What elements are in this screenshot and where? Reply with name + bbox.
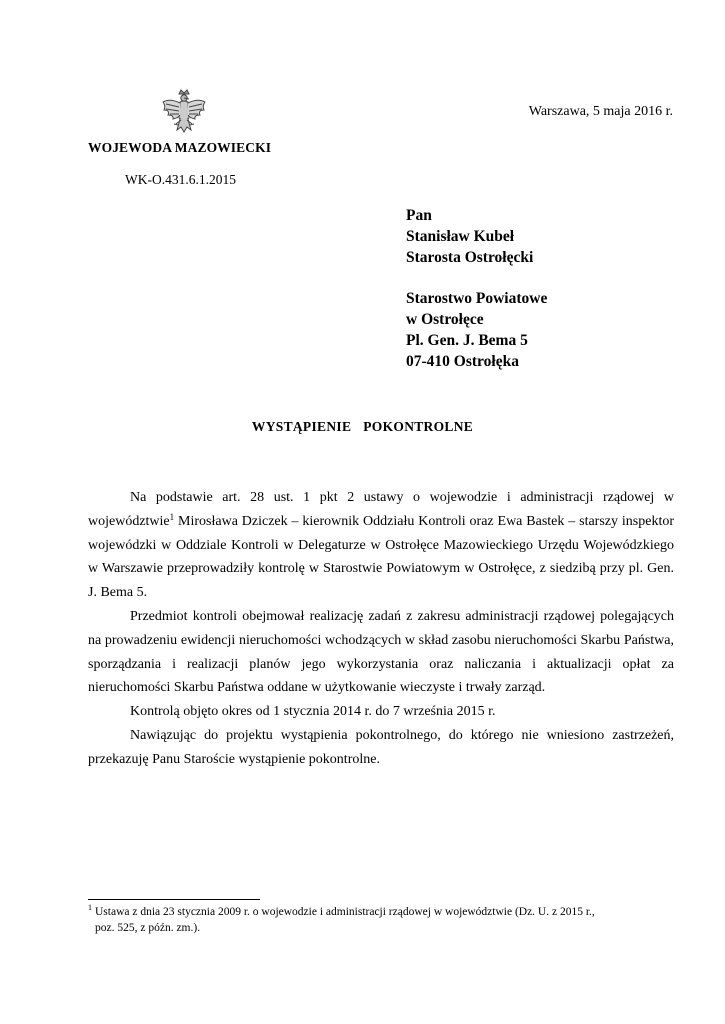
recipient-name: Stanisław Kubeł xyxy=(406,228,515,245)
heading-word-1: WYSTĄPIENIE xyxy=(251,419,352,434)
paragraph-4: Nawiązując do projektu wystąpienia pokontrolnego, do którego nie wniesiono zastrzeżeń, przekazuję Panu Staroście wystąpienie pokontrolne. xyxy=(88,727,674,767)
paragraph-1-rest: Mirosława Dziczek – kierownik Oddziału Kontroli oraz Ewa Bastek – starszy inspektor wojewódzki w Oddziale Kontroli w Delegaturze w Ostrołęce Mazowieckiego Urzędu Wojewódzkiego w Warszawie przeprowadziły kontrolę w Starostwie Powiatowym w Ostrołęce, z siedzibą przy pl. Gen. J. Bema 5. xyxy=(88,513,674,601)
document-body xyxy=(88,486,674,772)
footnote-line-2: poz. 525, z późn. zm.). xyxy=(95,922,201,934)
document-date: Warszawa, 5 maja 2016 r. xyxy=(528,104,673,119)
recipient-postal: 07-410 Ostrołęka xyxy=(406,353,519,370)
issuer-name: WOJEWODA MAZOWIECKI xyxy=(88,140,272,155)
footnote-text-1: Ustawa z dnia 23 stycznia 2009 r. o wojewodzie i administracji rządowej w województwie (Dz. U. z 2015 r., xyxy=(95,906,595,918)
paragraph-3: Kontrolą objęto okres od 1 stycznia 2014 r. do 7 września 2015 r. xyxy=(130,704,496,720)
recipient-address-block xyxy=(406,205,547,372)
reference-number: WK-O.431.6.1.2015 xyxy=(125,172,236,187)
recipient-street: Pl. Gen. J. Bema 5 xyxy=(406,332,528,349)
paragraph-1-start: Na podstawie art. 28 ust. 1 pkt 2 ustawy o wojewodzie i administracji rządowej w województwie xyxy=(88,490,674,529)
heading-word-2: POKONTROLNE xyxy=(363,419,474,434)
polish-eagle-emblem-icon xyxy=(160,88,208,140)
footnote-mark: 1 xyxy=(88,903,92,912)
footnote-reference: 1 xyxy=(169,511,175,522)
document-heading xyxy=(0,419,725,435)
footnote xyxy=(88,904,674,936)
footnote-line-1 xyxy=(88,904,674,920)
paragraph-2: Przedmiot kontroli obejmował realizację zadań z zakresu administracji rządowej polegających na prowadzeniu ewidencji nieruchomości wchodzących w skład zasobu nieruchomości Skarbu Państwa, sporządzania i realizacji planów jego wykorzystania oraz naliczania i aktualizacji opłat za nieruchomości Skarbu Państwa oddane w użytkowanie wieczyste i trwały zarząd. xyxy=(88,608,674,696)
recipient-salutation: Pan xyxy=(406,207,432,224)
paragraph-1 xyxy=(88,486,674,605)
footnote-divider xyxy=(88,899,260,900)
recipient-institution: Starostwo Powiatowe xyxy=(406,290,548,307)
recipient-position: Starosta Ostrołęcki xyxy=(406,249,534,266)
recipient-institution-city: w Ostrołęce xyxy=(406,311,484,328)
